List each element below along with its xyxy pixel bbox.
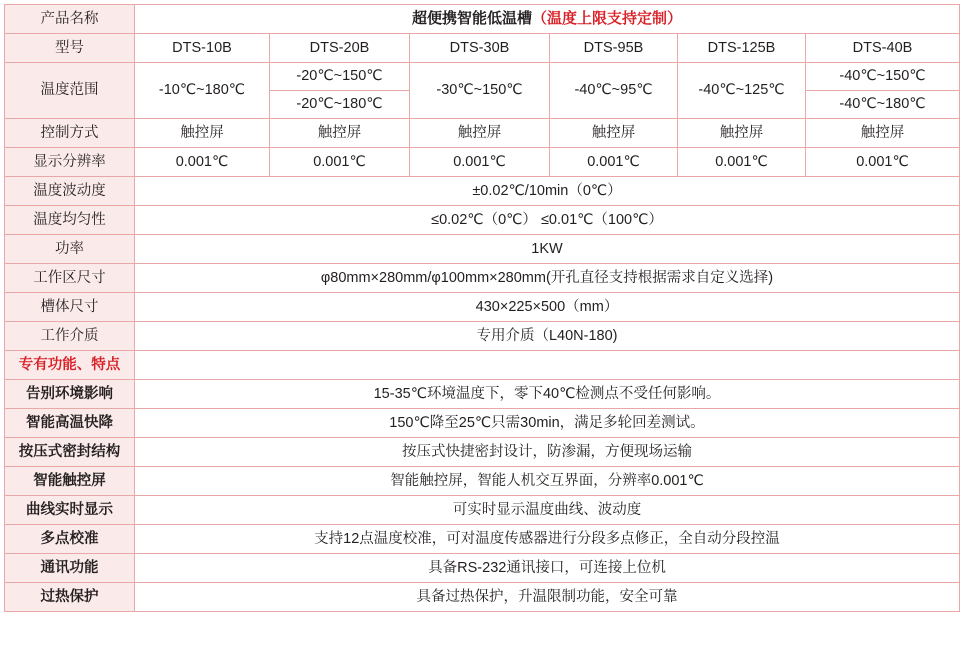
feature-description: 智能触控屏，智能人机交互界面，分辨率0.001℃ bbox=[135, 467, 960, 496]
table-row bbox=[5, 525, 960, 554]
control-method-label: 控制方式 bbox=[5, 119, 135, 148]
features-section-header-row bbox=[5, 351, 960, 380]
power-label: 功率 bbox=[5, 235, 135, 264]
temp-range-dts20b bbox=[270, 63, 410, 119]
feature-description: 具备过热保护，升温限制功能，安全可靠 bbox=[135, 583, 960, 612]
temp-range-dts20b-bottom: -20℃~180℃ bbox=[296, 96, 383, 112]
fluctuation-value: ±0.02℃/10min（0℃） bbox=[135, 177, 960, 206]
temp-range-dts40b-top: -40℃~150℃ bbox=[806, 63, 959, 91]
uniformity-label: 温度均匀性 bbox=[5, 206, 135, 235]
model-value: DTS-40B bbox=[806, 34, 960, 63]
control-method-value: 触控屏 bbox=[678, 119, 806, 148]
temp-range-dts30b: -30℃~150℃ bbox=[410, 63, 550, 119]
resolution-value: 0.001℃ bbox=[135, 148, 270, 177]
control-method-value: 触控屏 bbox=[270, 119, 410, 148]
table-row bbox=[5, 554, 960, 583]
tank-size-value: 430×225×500（mm） bbox=[135, 293, 960, 322]
tank-size-label: 槽体尺寸 bbox=[5, 293, 135, 322]
model-value: DTS-30B bbox=[410, 34, 550, 63]
temp-range-dts95b: -40℃~95℃ bbox=[550, 63, 678, 119]
features-section-blank bbox=[135, 351, 960, 380]
feature-description: 按压式快捷密封设计，防渗漏，方便现场运输 bbox=[135, 438, 960, 467]
model-value: DTS-20B bbox=[270, 34, 410, 63]
table-row bbox=[5, 148, 960, 177]
feature-description: 支持12点温度校准，可对温度传感器进行分段多点修正，全自动分段控温 bbox=[135, 525, 960, 554]
feature-name: 多点校准 bbox=[5, 525, 135, 554]
control-method-value: 触控屏 bbox=[410, 119, 550, 148]
table-row bbox=[5, 322, 960, 351]
resolution-value: 0.001℃ bbox=[550, 148, 678, 177]
model-value: DTS-125B bbox=[678, 34, 806, 63]
power-value: 1KW bbox=[135, 235, 960, 264]
product-name-value bbox=[135, 5, 960, 34]
feature-name: 通讯功能 bbox=[5, 554, 135, 583]
fluctuation-label: 温度波动度 bbox=[5, 177, 135, 206]
resolution-value: 0.001℃ bbox=[410, 148, 550, 177]
temp-range-dts40b-bottom: -40℃~180℃ bbox=[839, 96, 926, 112]
control-method-value: 触控屏 bbox=[135, 119, 270, 148]
resolution-value: 0.001℃ bbox=[678, 148, 806, 177]
table-row bbox=[5, 34, 960, 63]
temp-range-dts20b-top: -20℃~150℃ bbox=[270, 63, 409, 91]
table-row bbox=[5, 177, 960, 206]
feature-name: 过热保护 bbox=[5, 583, 135, 612]
table-row bbox=[5, 206, 960, 235]
feature-description: 可实时显示温度曲线、波动度 bbox=[135, 496, 960, 525]
product-name-main: 超便携智能低温槽 bbox=[411, 9, 532, 27]
feature-name: 智能触控屏 bbox=[5, 467, 135, 496]
temp-range-dts10b: -10℃~180℃ bbox=[135, 63, 270, 119]
control-method-value: 触控屏 bbox=[550, 119, 678, 148]
temp-range-dts125b: -40℃~125℃ bbox=[678, 63, 806, 119]
table-row bbox=[5, 583, 960, 612]
table-row bbox=[5, 467, 960, 496]
feature-name: 智能高温快降 bbox=[5, 409, 135, 438]
feature-description: 15-35℃环境温度下，零下40℃检测点不受任何影响。 bbox=[135, 380, 960, 409]
table-row bbox=[5, 5, 960, 34]
table-row bbox=[5, 119, 960, 148]
feature-name: 按压式密封结构 bbox=[5, 438, 135, 467]
model-value: DTS-10B bbox=[135, 34, 270, 63]
resolution-value: 0.001℃ bbox=[806, 148, 960, 177]
product-name-note: （温度上限支持定制） bbox=[532, 9, 683, 27]
medium-value: 专用介质（L40N-180) bbox=[135, 322, 960, 351]
control-method-value: 触控屏 bbox=[806, 119, 960, 148]
temp-range-dts40b bbox=[806, 63, 960, 119]
feature-name: 告别环境影响 bbox=[5, 380, 135, 409]
product-name-label: 产品名称 bbox=[5, 5, 135, 34]
temperature-range-label: 温度范围 bbox=[5, 63, 135, 119]
work-area-value: φ80mm×280mm/φ100mm×280mm(开孔直径支持根据需求自定义选择) bbox=[135, 264, 960, 293]
feature-name: 曲线实时显示 bbox=[5, 496, 135, 525]
model-label: 型号 bbox=[5, 34, 135, 63]
features-section-title: 专有功能、特点 bbox=[5, 351, 135, 380]
work-area-label: 工作区尺寸 bbox=[5, 264, 135, 293]
table-row bbox=[5, 264, 960, 293]
table-row bbox=[5, 496, 960, 525]
medium-label: 工作介质 bbox=[5, 322, 135, 351]
table-row bbox=[5, 63, 960, 119]
table-row bbox=[5, 409, 960, 438]
specification-table bbox=[4, 4, 960, 612]
feature-description: 具备RS-232通讯接口，可连接上位机 bbox=[135, 554, 960, 583]
resolution-label: 显示分辨率 bbox=[5, 148, 135, 177]
model-value: DTS-95B bbox=[550, 34, 678, 63]
feature-description: 150℃降至25℃只需30min，满足多轮回差测试。 bbox=[135, 409, 960, 438]
resolution-value: 0.001℃ bbox=[270, 148, 410, 177]
table-row bbox=[5, 380, 960, 409]
table-row bbox=[5, 438, 960, 467]
uniformity-value: ≤0.02℃（0℃） ≤0.01℃（100℃） bbox=[135, 206, 960, 235]
table-row bbox=[5, 235, 960, 264]
table-row bbox=[5, 293, 960, 322]
